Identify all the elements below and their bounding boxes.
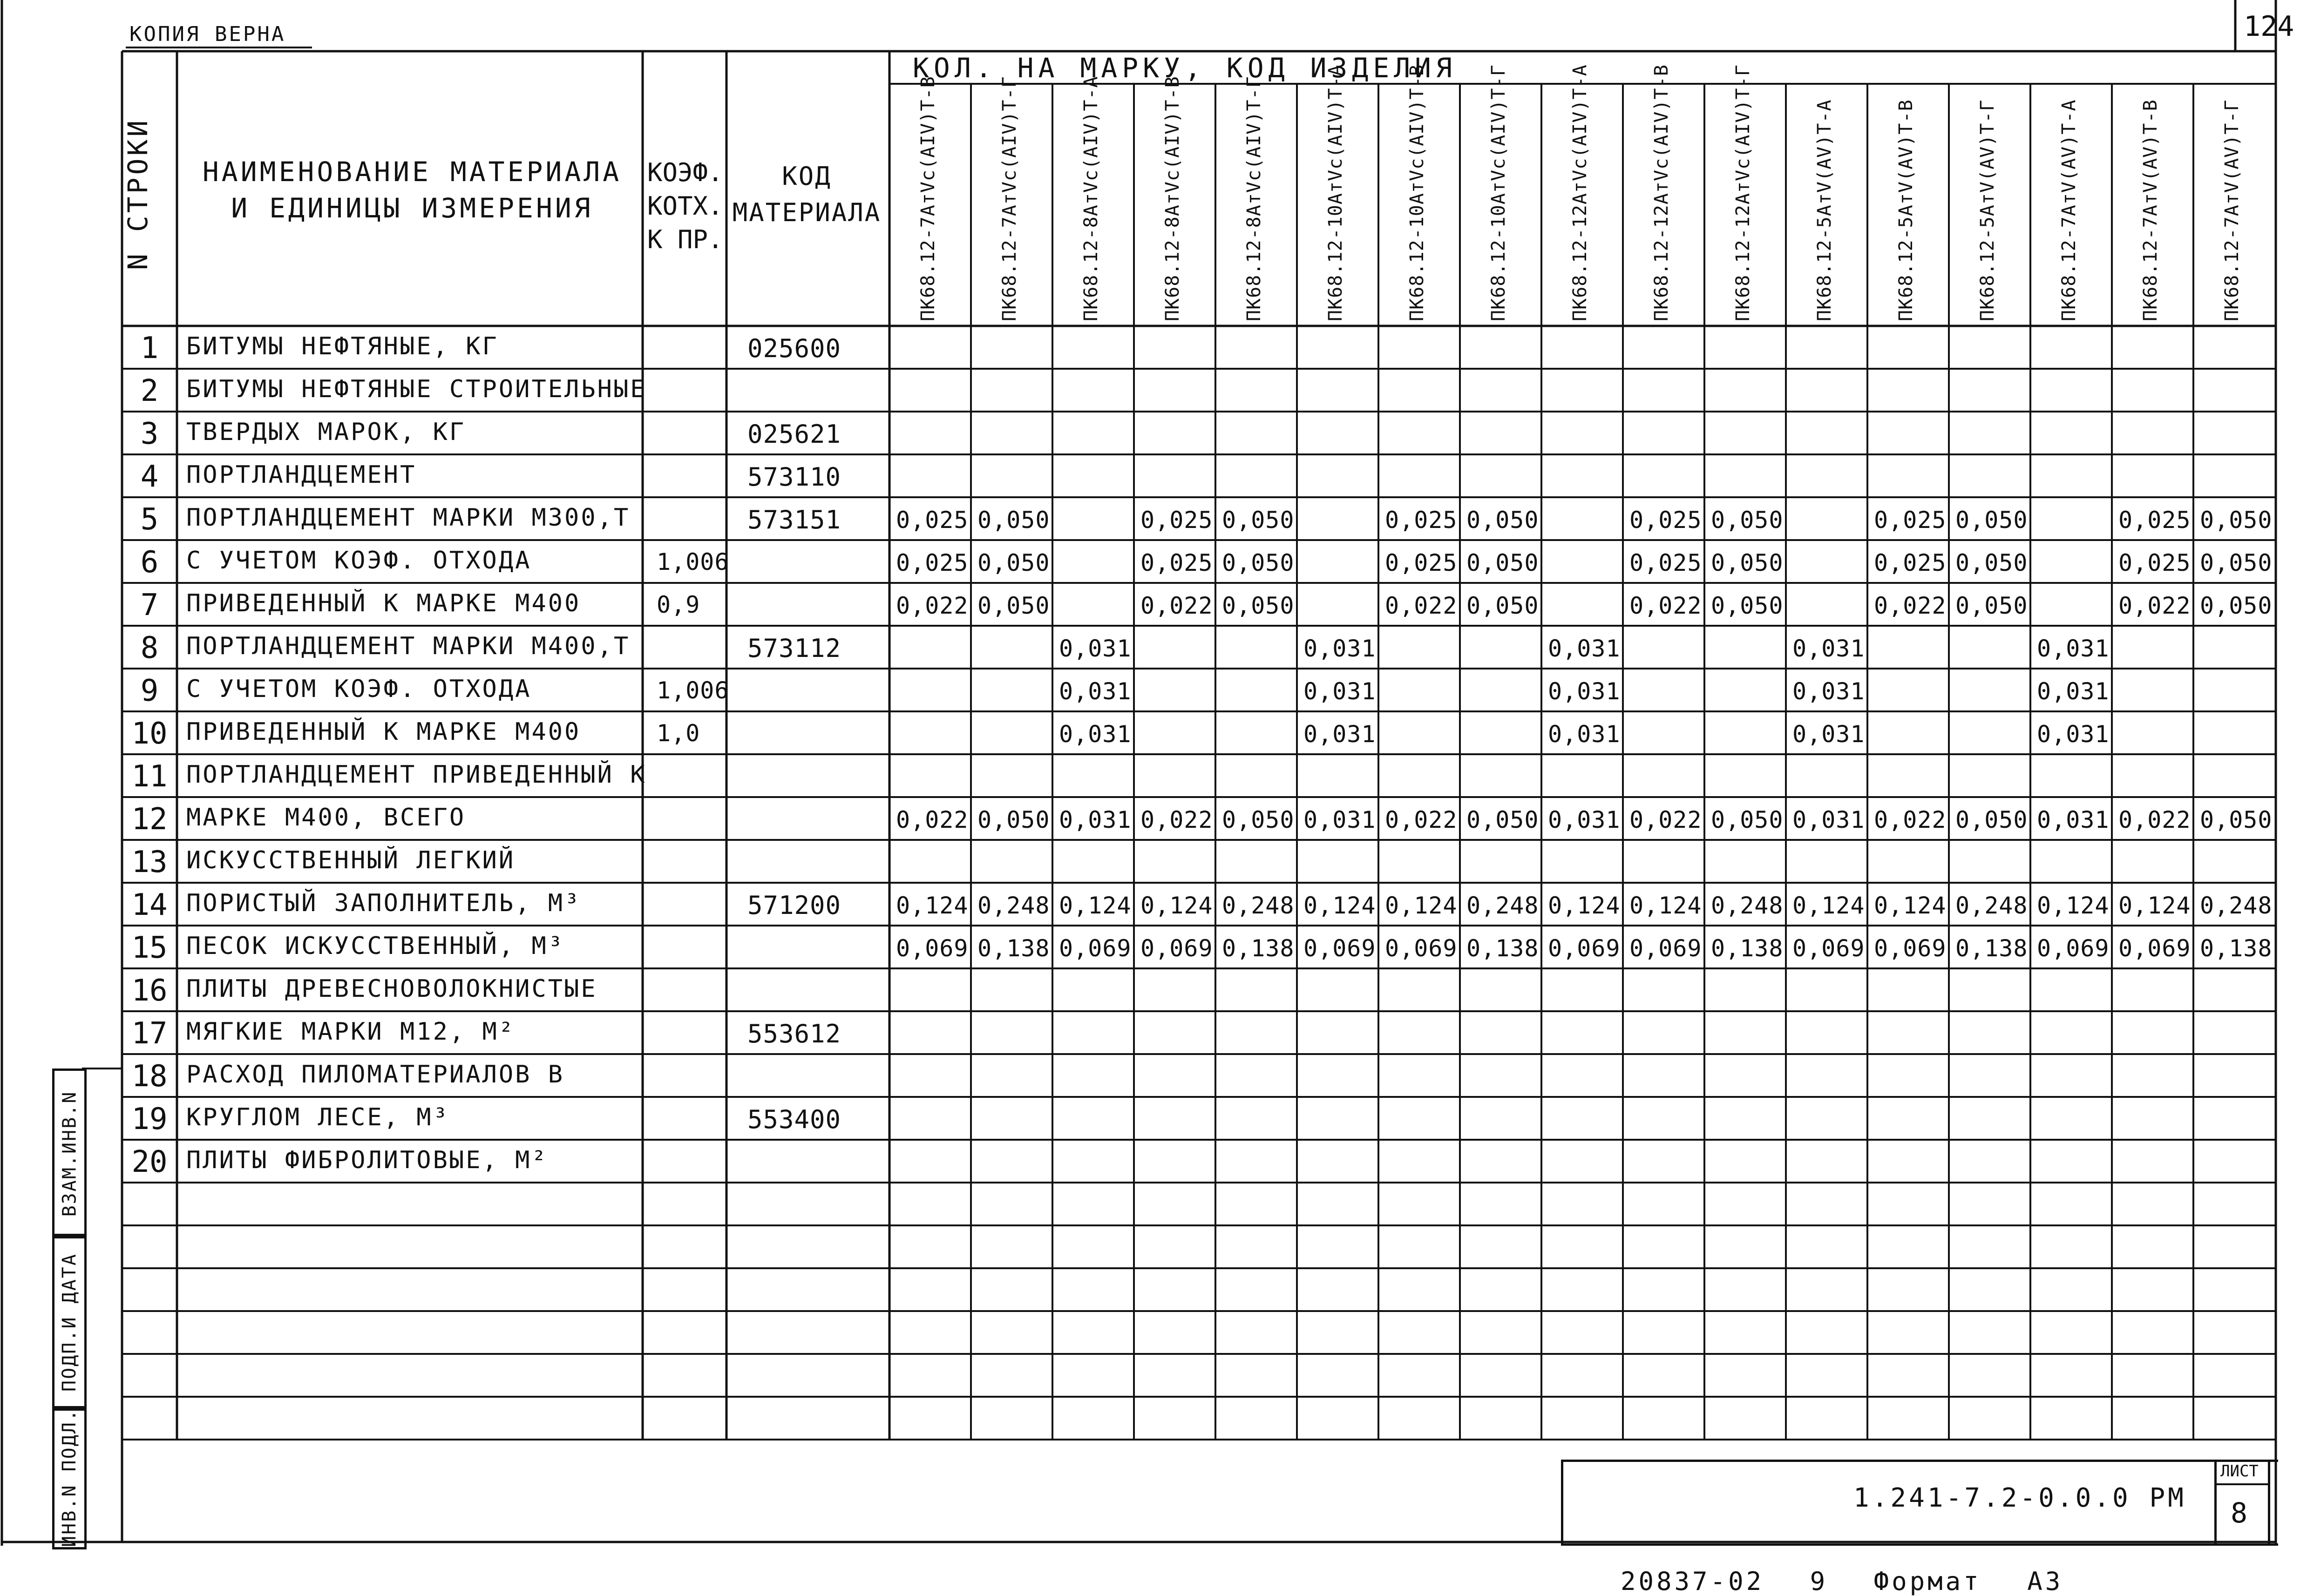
material-code: 573112 — [747, 634, 841, 663]
header-name — [182, 154, 643, 226]
quantity-cell: 0,138 — [977, 935, 1050, 962]
header-code — [726, 158, 887, 231]
quantity-cell: 0,025 — [2118, 507, 2191, 534]
row-number: 19 — [131, 1102, 168, 1136]
quantity-cell: 0,031 — [1059, 678, 1132, 705]
row-number: 9 — [140, 674, 159, 708]
quantity-cell: 0,050 — [2200, 592, 2273, 619]
product-column-header: ПК68.12-5АтV(АV)Т-В — [1895, 99, 1917, 321]
bottom-print-note: 20837-02 9 Формат А3 — [1621, 1567, 2063, 1596]
product-column-header: ПК68.12-12АтVс(АIV)Т-Г — [1732, 64, 1754, 321]
sidebar-inv-replace: ВЗАМ.ИНВ.N — [52, 1069, 87, 1238]
quantity-cell: 0,138 — [1466, 935, 1539, 962]
row-number: 14 — [131, 888, 168, 922]
quantity-cell: 0,031 — [1548, 721, 1621, 748]
row-number: 13 — [131, 845, 168, 879]
quantity-cell: 0,124 — [1385, 892, 1458, 919]
row-number: 18 — [131, 1059, 168, 1094]
product-column-header: ПК68.12-7АтV(АV)Т-В — [2140, 99, 2161, 321]
row-number: 12 — [131, 802, 168, 837]
product-column-header: ПК68.12-7АтV(АV)Т-А — [2058, 99, 2080, 321]
material-name: ПЕСОК ИСКУССТВЕННЫЙ, М³ — [186, 932, 565, 960]
quantity-cell: 0,248 — [977, 892, 1050, 919]
quantity-cell: 0,138 — [2200, 935, 2273, 962]
quantity-cell: 0,069 — [1792, 935, 1865, 962]
row-number: 2 — [140, 374, 159, 408]
quantity-cell: 0,069 — [896, 935, 969, 962]
material-code: 573151 — [747, 505, 841, 534]
quantity-cell: 0,069 — [1874, 935, 1947, 962]
quantity-cell: 0,025 — [1629, 549, 1702, 576]
quantity-cell: 0,022 — [1140, 592, 1213, 619]
quantity-cell: 0,138 — [1222, 935, 1295, 962]
material-name: ПОРТЛАНДЦЕМЕНТ МАРКИ М400,Т — [186, 632, 631, 660]
product-column-header: ПК68.12-5АтV(АV)Т-А — [1814, 99, 1835, 321]
quantity-cell: 0,050 — [2200, 549, 2273, 576]
quantity-cell: 0,248 — [2200, 892, 2273, 919]
quantity-cell: 0,022 — [2118, 806, 2191, 833]
material-name: ПЛИТЫ ДРЕВЕСНОВОЛОКНИСТЫЕ — [186, 975, 597, 1003]
material-name: ПОРТЛАНДЦЕМЕНТ ПРИВЕДЕННЫЙ К — [186, 761, 647, 789]
material-code: 553612 — [747, 1019, 841, 1048]
quantity-cell: 0,025 — [1385, 549, 1458, 576]
quantity-cell: 0,025 — [2118, 549, 2191, 576]
quantity-cell: 0,124 — [1140, 892, 1213, 919]
material-code: 553400 — [747, 1105, 841, 1134]
quantity-cell: 0,031 — [1303, 635, 1376, 662]
header-code-line2: МАТЕРИАЛА — [732, 198, 882, 227]
material-name: РАСХОД ПИЛОМАТЕРИАЛОВ В — [186, 1061, 565, 1089]
quantity-cell: 0,050 — [1711, 549, 1784, 576]
quantity-cell: 0,031 — [1548, 678, 1621, 705]
quantity-cell: 0,138 — [1955, 935, 2028, 962]
material-name: МЯГКИЕ МАРКИ М12, М² — [186, 1018, 516, 1046]
material-code: 025600 — [747, 334, 841, 363]
quantity-cell: 0,025 — [1140, 507, 1213, 534]
product-column-header: ПК68.12-12АтVс(АIV)Т-В — [1651, 64, 1672, 321]
quantity-cell: 0,050 — [2200, 806, 2273, 833]
row-number: 8 — [140, 631, 159, 665]
quantity-cell: 0,069 — [1140, 935, 1213, 962]
quantity-cell: 0,031 — [1059, 806, 1132, 833]
sheet-number: 8 — [2231, 1497, 2248, 1529]
quantity-cell: 0,025 — [1385, 507, 1458, 534]
quantity-cell: 0,022 — [1385, 592, 1458, 619]
quantity-cell: 0,031 — [1059, 721, 1132, 748]
quantity-cell: 0,031 — [2037, 678, 2110, 705]
quantity-cell: 0,022 — [1140, 806, 1213, 833]
quantity-cell: 0,050 — [1955, 806, 2028, 833]
quantity-cell: 0,050 — [1711, 592, 1784, 619]
quantity-cell: 0,022 — [1629, 806, 1702, 833]
quantity-cell: 0,248 — [1222, 892, 1295, 919]
product-column-header: ПК68.12-10АтVс(АIV)Т-А — [1325, 64, 1346, 321]
copy-note-underline — [126, 47, 312, 48]
quantity-cell: 0,050 — [1222, 592, 1295, 619]
quantity-cell: 0,031 — [1303, 806, 1376, 833]
quantity-cell: 0,050 — [1466, 549, 1539, 576]
quantity-cell: 0,025 — [896, 549, 969, 576]
product-column-header: ПК68.12-12АтVс(АIV)Т-А — [1569, 64, 1591, 321]
quantity-cell: 0,025 — [1874, 507, 1947, 534]
coefficient: 1,0 — [657, 720, 700, 747]
product-column-header: ПК68.12-10АтVс(АIV)Т-В — [1406, 64, 1428, 321]
product-column-header: ПК68.12-8АтVс(АIV)Т-В — [1162, 76, 1183, 321]
quantity-cell: 0,069 — [1059, 935, 1132, 962]
row-number: 1 — [140, 331, 159, 365]
sidebar-inv-original: ИНВ.N ПОДЛ. — [52, 1406, 87, 1549]
quantity-cell: 0,050 — [977, 806, 1050, 833]
header-group: КОЛ. НА МАРКУ, КОД ИЗДЕЛИЯ — [913, 52, 1457, 84]
quantity-cell: 0,031 — [1792, 635, 1865, 662]
material-name: БИТУМЫ НЕФТЯНЫЕ, КГ — [186, 332, 499, 360]
quantity-cell: 0,050 — [1711, 507, 1784, 534]
quantity-cell: 0,069 — [1385, 935, 1458, 962]
quantity-cell: 0,031 — [1548, 635, 1621, 662]
quantity-cell: 0,124 — [1059, 892, 1132, 919]
quantity-cell: 0,050 — [1466, 806, 1539, 833]
quantity-cell: 0,248 — [1955, 892, 2028, 919]
row-number: 17 — [131, 1016, 168, 1051]
product-column-header: ПК68.12-7АтVс(АIV)Т-Г — [999, 76, 1020, 321]
material-name: ПОРТЛАНДЦЕМЕНТ — [186, 461, 417, 489]
quantity-cell: 0,025 — [1140, 549, 1213, 576]
quantity-cell: 0,031 — [2037, 635, 2110, 662]
quantity-cell: 0,050 — [1222, 806, 1295, 833]
quantity-cell: 0,022 — [896, 592, 969, 619]
row-number: 15 — [131, 931, 168, 965]
quantity-cell: 0,050 — [2200, 507, 2273, 534]
quantity-cell: 0,031 — [2037, 721, 2110, 748]
quantity-cell: 0,050 — [1222, 507, 1295, 534]
material-name: ПЛИТЫ ФИБРОЛИТОВЫЕ, М² — [186, 1146, 548, 1174]
copy-note: КОПИЯ ВЕРНА — [129, 22, 286, 46]
quantity-cell: 0,022 — [1874, 806, 1947, 833]
material-name: ИСКУССТВЕННЫЙ ЛЕГКИЙ — [186, 846, 516, 874]
header-row-number: N СТРОКИ — [122, 117, 154, 270]
product-column-header: ПК68.12-7АтV(АV)Т-Г — [2221, 99, 2243, 321]
quantity-cell: 0,031 — [2037, 806, 2110, 833]
quantity-cell: 0,050 — [1955, 549, 2028, 576]
coefficient: 1,006 — [657, 548, 729, 575]
quantity-cell: 0,124 — [1629, 892, 1702, 919]
quantity-cell: 0,050 — [1466, 507, 1539, 534]
quantity-cell: 0,031 — [1303, 721, 1376, 748]
sheet-label: ЛИСТ — [2220, 1462, 2259, 1481]
quantity-cell: 0,050 — [1466, 592, 1539, 619]
page-number: 124 — [2244, 10, 2294, 43]
row-number: 11 — [131, 759, 168, 794]
row-number: 10 — [131, 717, 168, 751]
header-coef-line3: К ПР. — [647, 225, 723, 254]
header-coef-line2: КОТХ. — [647, 191, 723, 221]
quantity-cell: 0,031 — [1303, 678, 1376, 705]
quantity-cell: 0,031 — [1059, 635, 1132, 662]
quantity-cell: 0,025 — [1874, 549, 1947, 576]
material-name: С УЧЕТОМ КОЭФ. ОТХОДА — [186, 675, 532, 703]
quantity-cell: 0,050 — [977, 592, 1050, 619]
quantity-cell: 0,050 — [1711, 806, 1784, 833]
quantity-cell: 0,031 — [1792, 806, 1865, 833]
material-name: ПОРИСТЫЙ ЗАПОЛНИТЕЛЬ, М³ — [186, 889, 581, 917]
quantity-cell: 0,124 — [896, 892, 969, 919]
quantity-cell: 0,022 — [1629, 592, 1702, 619]
row-number: 7 — [140, 588, 159, 622]
quantity-cell: 0,124 — [1548, 892, 1621, 919]
quantity-cell: 0,031 — [1548, 806, 1621, 833]
product-column-header: ПК68.12-8АтVс(АIV)Т-Г — [1243, 76, 1265, 321]
material-name: ПРИВЕДЕННЫЙ К МАРКЕ М400 — [186, 589, 581, 617]
quantity-cell: 0,022 — [1874, 592, 1947, 619]
quantity-cell: 0,050 — [977, 549, 1050, 576]
quantity-cell: 0,050 — [1955, 592, 2028, 619]
quantity-cell: 0,069 — [2037, 935, 2110, 962]
product-column-header: ПК68.12-5АтV(АV)Т-Г — [1977, 99, 1998, 321]
material-code: 571200 — [747, 891, 841, 920]
coefficient: 0,9 — [657, 591, 700, 618]
coefficient: 1,006 — [657, 677, 729, 704]
quantity-cell: 0,124 — [2118, 892, 2191, 919]
quantity-cell: 0,124 — [2037, 892, 2110, 919]
row-number: 6 — [140, 545, 159, 580]
row-number: 20 — [131, 1145, 168, 1179]
quantity-cell: 0,031 — [1792, 721, 1865, 748]
quantity-cell: 0,025 — [1629, 507, 1702, 534]
quantity-cell: 0,069 — [1303, 935, 1376, 962]
header-coef — [647, 156, 723, 257]
header-name-line2: И ЕДИНИЦЫ ИЗМЕРЕНИЯ — [231, 192, 593, 224]
quantity-cell: 0,248 — [1466, 892, 1539, 919]
quantity-cell: 0,069 — [1548, 935, 1621, 962]
quantity-cell: 0,069 — [2118, 935, 2191, 962]
quantity-cell: 0,022 — [1385, 806, 1458, 833]
material-code: 573110 — [747, 462, 841, 492]
material-name: ПРИВЕДЕННЫЙ К МАРКЕ М400 — [186, 718, 581, 746]
quantity-cell: 0,050 — [1955, 507, 2028, 534]
quantity-cell: 0,138 — [1711, 935, 1784, 962]
row-number: 3 — [140, 417, 159, 451]
quantity-cell: 0,124 — [1874, 892, 1947, 919]
sheet-label-divider — [2214, 1483, 2268, 1485]
material-name: ПОРТЛАНДЦЕМЕНТ МАРКИ М300,Т — [186, 504, 631, 532]
document-designation: 1.241-7.2-0.0.0 РМ — [1853, 1483, 2186, 1513]
quantity-cell: 0,031 — [1792, 678, 1865, 705]
quantity-cell: 0,022 — [2118, 592, 2191, 619]
material-name: БИТУМЫ НЕФТЯНЫЕ СТРОИТЕЛЬНЫЕ — [186, 375, 647, 403]
material-code: 025621 — [747, 419, 841, 449]
quantity-cell: 0,050 — [977, 507, 1050, 534]
material-name: С УЧЕТОМ КОЭФ. ОТХОДА — [186, 547, 532, 575]
quantity-cell: 0,025 — [896, 507, 969, 534]
material-name: КРУГЛОМ ЛЕСЕ, М³ — [186, 1103, 449, 1131]
header-code-line1: КОД — [782, 162, 832, 191]
quantity-cell: 0,050 — [1222, 549, 1295, 576]
quantity-cell: 0,069 — [1629, 935, 1702, 962]
header-name-line1: НАИМЕНОВАНИЕ МАТЕРИАЛА — [202, 156, 622, 188]
product-column-header: ПК68.12-7АтVс(АIV)Т-В — [917, 76, 939, 321]
material-name: ТВЕРДЫХ МАРОК, КГ — [186, 418, 466, 446]
quantity-cell: 0,124 — [1303, 892, 1376, 919]
quantity-cell: 0,022 — [896, 806, 969, 833]
row-number: 5 — [140, 502, 159, 537]
product-column-header: ПК68.12-10АтVс(АIV)Т-Г — [1488, 64, 1509, 321]
quantity-cell: 0,248 — [1711, 892, 1784, 919]
product-column-header: ПК68.12-8АтVс(АIV)Т-А — [1080, 76, 1102, 321]
row-number: 16 — [131, 974, 168, 1008]
material-name: МАРКЕ М400, ВСЕГО — [186, 804, 466, 832]
quantity-cell: 0,124 — [1792, 892, 1865, 919]
header-coef-line1: КОЭФ. — [647, 158, 723, 187]
sidebar-sign-date: ПОДП.И ДАТА — [52, 1234, 87, 1411]
row-number: 4 — [140, 460, 159, 494]
